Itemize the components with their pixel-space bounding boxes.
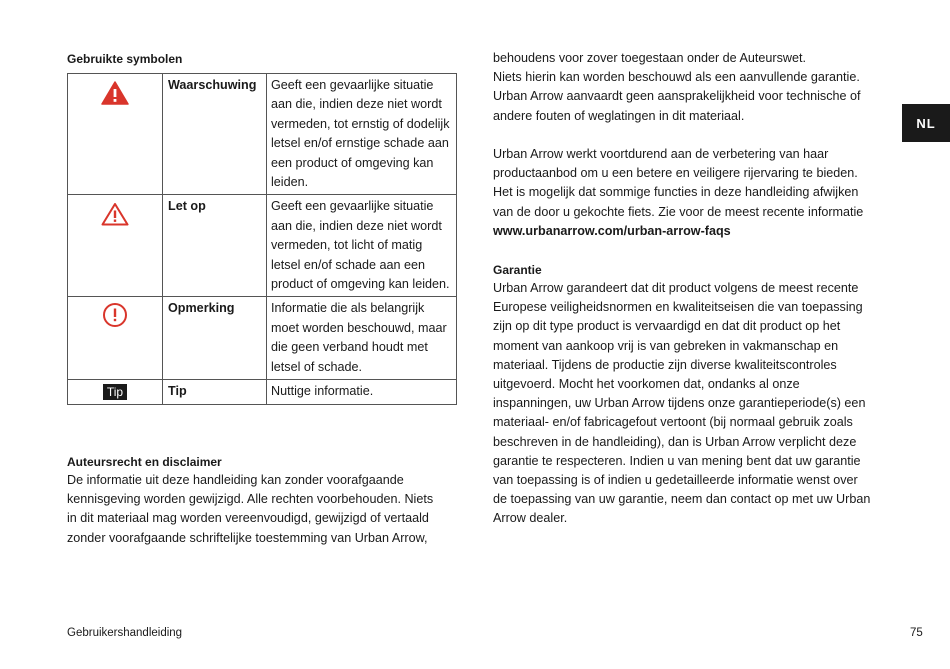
table-row [68, 297, 457, 380]
description-line: vermeden, tot ernstig of dodelijk [271, 116, 450, 131]
description-line: letsel en/of ernstige schade aan [271, 136, 449, 151]
paragraph-line: andere fouten of weglatingen in dit materiaal. [493, 108, 745, 123]
symbols-heading: Gebruikte symbolen [67, 52, 183, 66]
tip-label-icon: Tip [103, 384, 127, 400]
paragraph-line: garantie te respecteren. Indien u van mening bent dat uw garantie [493, 453, 861, 468]
term-cell [163, 74, 267, 195]
term-label: Opmerking [168, 301, 235, 316]
symbol-cell [68, 195, 163, 297]
warning-filled-triangle-icon [101, 81, 129, 105]
copyright-heading: Auteursrecht en disclaimer [67, 455, 222, 469]
description-line: Geeft een gevaarlijke situatie [271, 78, 434, 92]
description-line: een product of omgeving kan [271, 155, 434, 170]
language-tab: NL [902, 104, 950, 142]
symbol-cell [68, 297, 163, 380]
term-cell [163, 195, 267, 297]
description-line: aan die, indien deze niet wordt [271, 218, 442, 233]
table-row [68, 74, 457, 195]
paragraph-line: Arrow dealer. [493, 511, 568, 526]
paragraph-line: van de door u gekochte fiets. Zie voor de meest recente informatie [493, 204, 864, 219]
paragraph-line: behoudens voor zover toegestaan onder de Auteurswet. [493, 51, 806, 65]
paragraph-line: kennisgeving worden gewijzigd. Alle rechten voorbehouden. Niets [67, 492, 434, 507]
paragraph-line: uitgevoerd. Mocht het voorkomen dat, ondanks al onze [493, 377, 800, 392]
description-cell [267, 74, 457, 195]
paragraph-line: beschreven in de handleiding), dan is Urban Arrow verplicht deze [493, 434, 857, 449]
paragraph-line: zijn op dit type product is vervaardigd en dat dit product op het [493, 319, 841, 334]
symbols-table [67, 73, 457, 405]
paragraph-line: Niets hierin kan worden beschouwd als een aanvullende garantie. [493, 70, 860, 85]
paragraph-line: Urban Arrow werkt voortdurend aan de verbetering van haar [493, 147, 829, 161]
description-line: aan die, indien deze niet wordt [271, 97, 442, 112]
table-row [68, 195, 457, 297]
description-line: vermeden, tot licht of matig [271, 238, 423, 253]
faq-link[interactable]: www.urbanarrow.com/urban-arrow-faqs [493, 223, 731, 238]
symbol-cell [68, 74, 163, 195]
paragraph-line: inspanningen, uw Urban Arrow tijdens onze garantieperiode(s) een [493, 396, 866, 411]
paragraph-line: De informatie uit deze handleiding kan zonder voorafgaande [67, 473, 404, 487]
term-label: Tip [168, 384, 187, 399]
description-line: Informatie die als belangrijk [271, 301, 425, 316]
improvement-paragraph [493, 145, 863, 241]
description-line: letsel en/of schade aan een [271, 257, 426, 272]
paragraph-line: materiaal. Tijdens de productie zijn diverse kwaliteitscontroles [493, 357, 837, 372]
paragraph-line: Het is mogelijk dat sommige functies in deze handleiding afwijken [493, 185, 859, 200]
disclaimer-paragraph [493, 49, 861, 126]
term-label: Let op [168, 199, 206, 214]
description-cell [267, 380, 457, 404]
paragraph-line: van toepassing is of indien u gedetailleerde informatie wenst over [493, 473, 858, 488]
description-line: leiden. [271, 175, 309, 190]
page-number: 75 [910, 627, 923, 639]
term-label: Waarschuwing [168, 78, 257, 92]
paragraph-line: Urban Arrow aanvaardt geen aansprakelijkheid voor technische of [493, 89, 861, 104]
term-cell [163, 297, 267, 380]
description-line: letsel of schade. [271, 359, 363, 374]
paragraph-line: zonder voorafgaande schriftelijke toestemming van Urban Arrow, [67, 530, 428, 545]
description-cell [267, 297, 457, 380]
description-line: Geeft een gevaarlijke situatie [271, 199, 434, 214]
table-row [68, 380, 457, 404]
warranty-paragraph [493, 279, 870, 529]
paragraph-line: materiaal- en/of fabricagefout vertoont (bij normaal gebruik zoals [493, 415, 853, 430]
paragraph-line: Europese veiligheidsnormen en kwaliteitseisen die van toepassing [493, 300, 863, 315]
caution-outline-triangle-icon [101, 202, 129, 226]
paragraph-line: de toepassing van uw garantie, neem dan contact op met uw Urban [493, 492, 871, 507]
description-cell [267, 195, 457, 297]
description-line: Nuttige informatie. [271, 384, 374, 399]
symbol-cell [68, 380, 163, 404]
paragraph-line: moment van aankoop vrij is van gebreken in vakmanschap en [493, 338, 839, 353]
footer-title: Gebruikershandleiding [67, 627, 183, 639]
description-line: moet worden beschouwd, maar [271, 320, 447, 335]
paragraph-line: Urban Arrow garandeert dat dit product volgens de meest recente [493, 281, 859, 295]
copyright-paragraph [67, 471, 433, 548]
term-cell [163, 380, 267, 404]
warranty-heading: Garantie [493, 263, 542, 277]
paragraph-line: in dit materiaal mag worden vereenvoudigd, gewijzigd of vertaald [67, 511, 429, 526]
notice-circle-icon [102, 302, 128, 328]
description-line: product of omgeving kan leiden. [271, 277, 450, 292]
paragraph-line: productaanbod om u een betere en veiligere rijervaring te bieden. [493, 166, 858, 181]
description-line: die geen verband houdt met [271, 340, 428, 355]
